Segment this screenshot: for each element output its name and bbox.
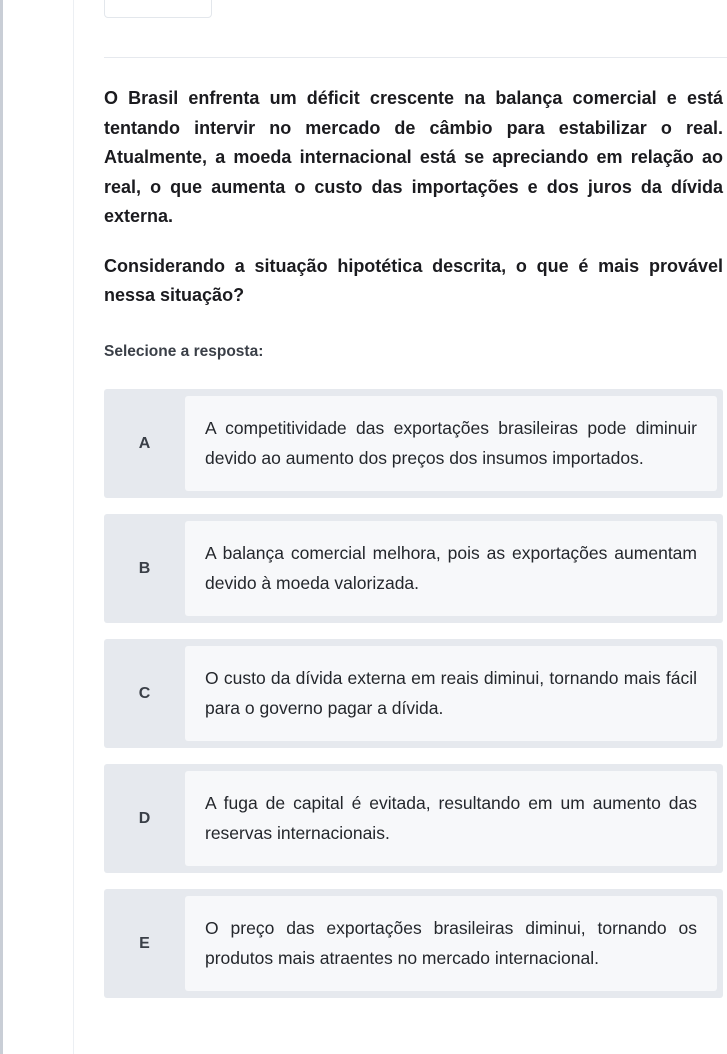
left-gutter xyxy=(3,0,74,1054)
option-letter: B xyxy=(138,559,151,577)
select-answer-label: Selecione a resposta: xyxy=(104,343,264,360)
question-paragraph-context: O Brasil enfrenta um déficit crescente na balança comercial e está tentando intervir no mercado de câmbio para estabilizar o real. Atualmente, a moeda internacional está se apreciando em relação ao real, o que aumenta o custo das importações e dos juros da dívida externa. xyxy=(104,88,723,226)
option-text: O custo da dívida externa em reais diminui, tornando mais fácil para o governo pagar a dívida. xyxy=(185,646,717,741)
option-letter: E xyxy=(139,934,150,952)
question-paragraph-prompt: Considerando a situação hipotética descrita, o que é mais provável nessa situação? xyxy=(104,255,723,305)
option-letter: D xyxy=(138,809,151,827)
option-letter: A xyxy=(138,434,151,452)
option-text: A fuga de capital é evitada, resultando em um aumento das reservas internacionais. xyxy=(185,771,717,866)
answer-option-d[interactable] xyxy=(104,764,723,873)
option-letter: C xyxy=(138,684,151,702)
option-text: O preço das exportações brasileiras diminui, tornando os produtos mais atraentes no mercado internacional. xyxy=(185,896,717,991)
answer-option-c[interactable] xyxy=(104,639,723,748)
answer-option-b[interactable] xyxy=(104,514,723,623)
top-button-stub[interactable] xyxy=(104,0,212,18)
answer-option-e[interactable] xyxy=(104,889,723,998)
answer-options xyxy=(104,389,723,1014)
answer-option-a[interactable] xyxy=(104,389,723,498)
divider xyxy=(104,57,727,58)
option-text: A competitividade das exportações brasileiras pode diminuir devido ao aumento dos preços dos insumos importados. xyxy=(185,396,717,491)
option-text: A balança comercial melhora, pois as exportações aumentam devido à moeda valorizada. xyxy=(185,521,717,616)
question-statement xyxy=(104,84,723,331)
